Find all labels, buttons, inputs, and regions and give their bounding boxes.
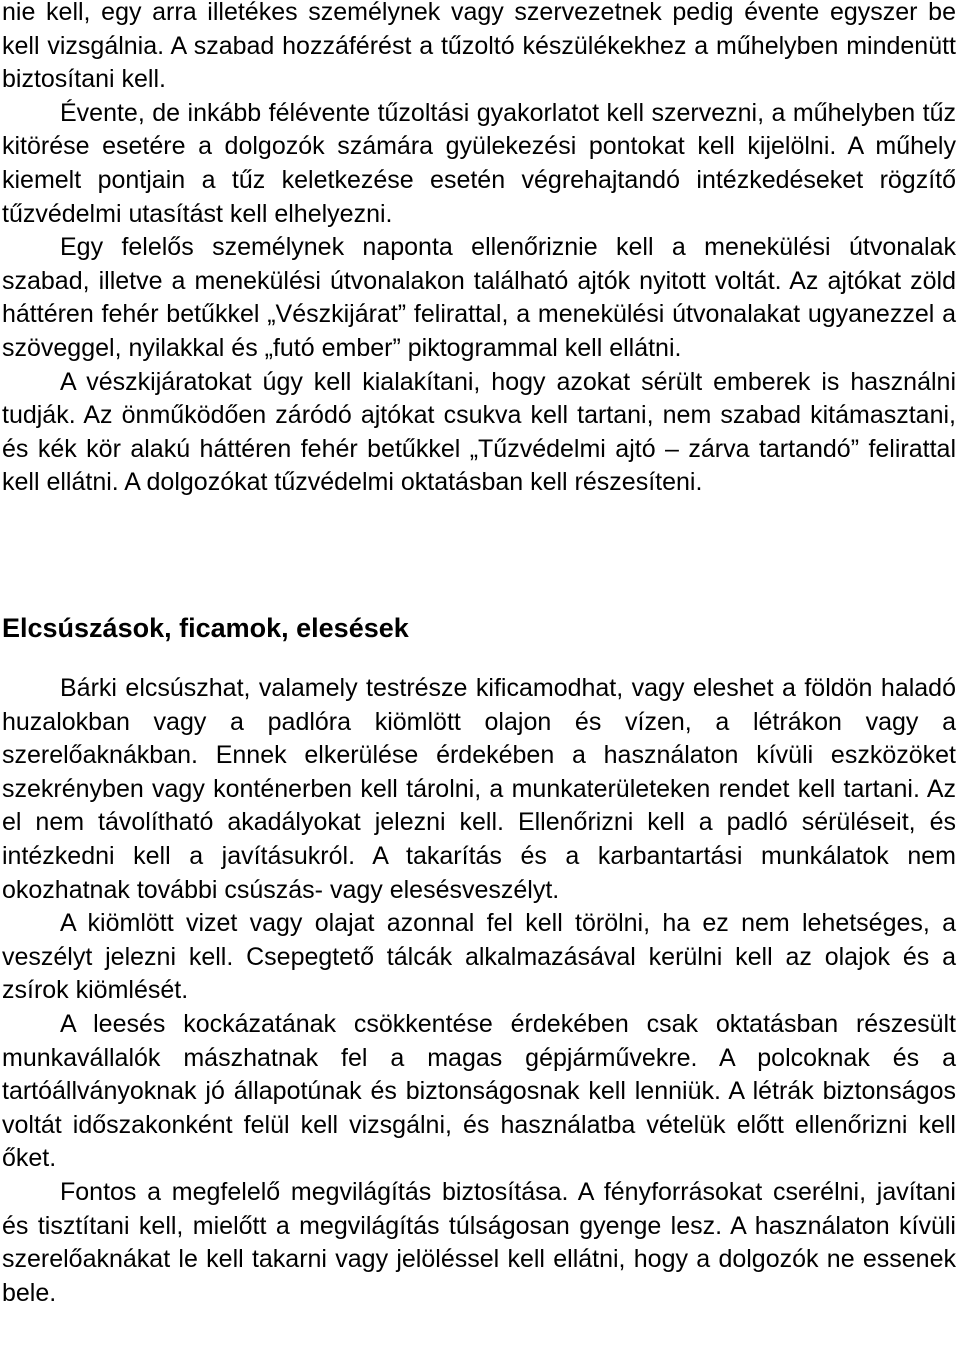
section-heading: Elcsúszások, ficamok, elesések bbox=[2, 613, 409, 643]
paragraph-spills: A kiömlött vizet vagy olajat azonnal fel kell törölni, ha ez nem lehetséges, a veszélyt jelezni kell. Csepegtető tálcák alkalmazásával kerülni kell az olajok és a zsírok kiömlését. bbox=[2, 909, 956, 1005]
paragraph-emergency-exits: A vészkijáratokat úgy kell kialakítani, hogy azokat sérült emberek is használni tudják. Az önműködően záródó ajtókat csukva kell tartani, nem szabad kitámasztani, és kék kör alakú háttéren fehér betűkkel „Tűzvédelmi ajtó – zárva tartandó” felirattal kell ellátni. A dolgozókat tűzvédelmi oktatásban kell részesíteni. bbox=[2, 367, 956, 497]
paragraph-fire-drill: Évente, de inkább félévente tűzoltási gyakorlatot kell szervezni, a műhelyben tűz kitörése esetére a dolgozók számára gyülekezési pontokat kell kijelölni. A műhely kiemelt pontjain a tűz keletkezése esetén végrehajtandó intézkedéseket rögzítő tűzvédelmi utasítást kell elhelyezni. bbox=[2, 98, 956, 228]
paragraph-fire-extinguisher-access: nie kell, egy arra illetékes személynek vagy szervezetnek pedig évente egyszer be kell vizsgálnia. A szabad hozzáférést a tűzoltó készülékekhez a műhelyben mindenütt biztosítani kell. bbox=[2, 0, 956, 94]
paragraph-fall-risk: A leesés kockázatának csökkentése érdekében csak oktatásban részesült munkavállalók mászhatnak fel a magas gépjárművekre. A polcoknak és a tartóállványoknak jó állapotúnak és biztonságosnak kell lenniük. A létrák biztonságos voltát időszakonként felül kell vizsgálni, és használatba vételük előtt ellenőrizni kell őket. bbox=[2, 1009, 956, 1173]
paragraph-lighting: Fontos a megfelelő megvilágítás biztosítása. A fényforrásokat cserélni, javítani és tisztítani kell, mielőtt a megvilágítás túlságosan gyenge lesz. A használaton kívüli szerelőaknákat le kell takarni vagy jelöléssel kell ellátni, hogy a dolgozók ne essenek bele. bbox=[2, 1177, 956, 1307]
paragraph-escape-routes: Egy felelős személynek naponta ellenőriznie kell a menekülési útvonalak szabad, illetve a menekülési útvonalakon található ajtók nyitott voltát. Az ajtókat zöld háttéren fehér betűkkel „Vészkijárat” felirattal, a menekülési útvonalakat ugyanezzel a szöveggel, nyilakkal és „futó ember” piktogrammal kell ellátni. bbox=[2, 233, 956, 362]
fire-safety-section bbox=[2, 0, 956, 500]
paragraph-slip-hazards: Bárki elcsúszhat, valamely testrésze kificamodhat, vagy eleshet a földön haladó huzalokban vagy a padlóra kiömlött olajon és vízen, a létrákon vagy a szerelőaknákban. Ennek elkerülése érdekében a használaton kívüli eszközöket szekrényben vagy konténerben kell tárolni, a munkaterületeken rendet kell tartani. Az el nem távolítható akadályokat jelezni kell. Ellenőrizni kell a padló sérüléseit, és intézkedni kell a javításukról. A takarítás és a karbantartási munkálatok nem okozhatnak további csúszás- vagy elesésveszélyt. bbox=[2, 674, 956, 904]
slips-falls-section bbox=[2, 672, 956, 1310]
